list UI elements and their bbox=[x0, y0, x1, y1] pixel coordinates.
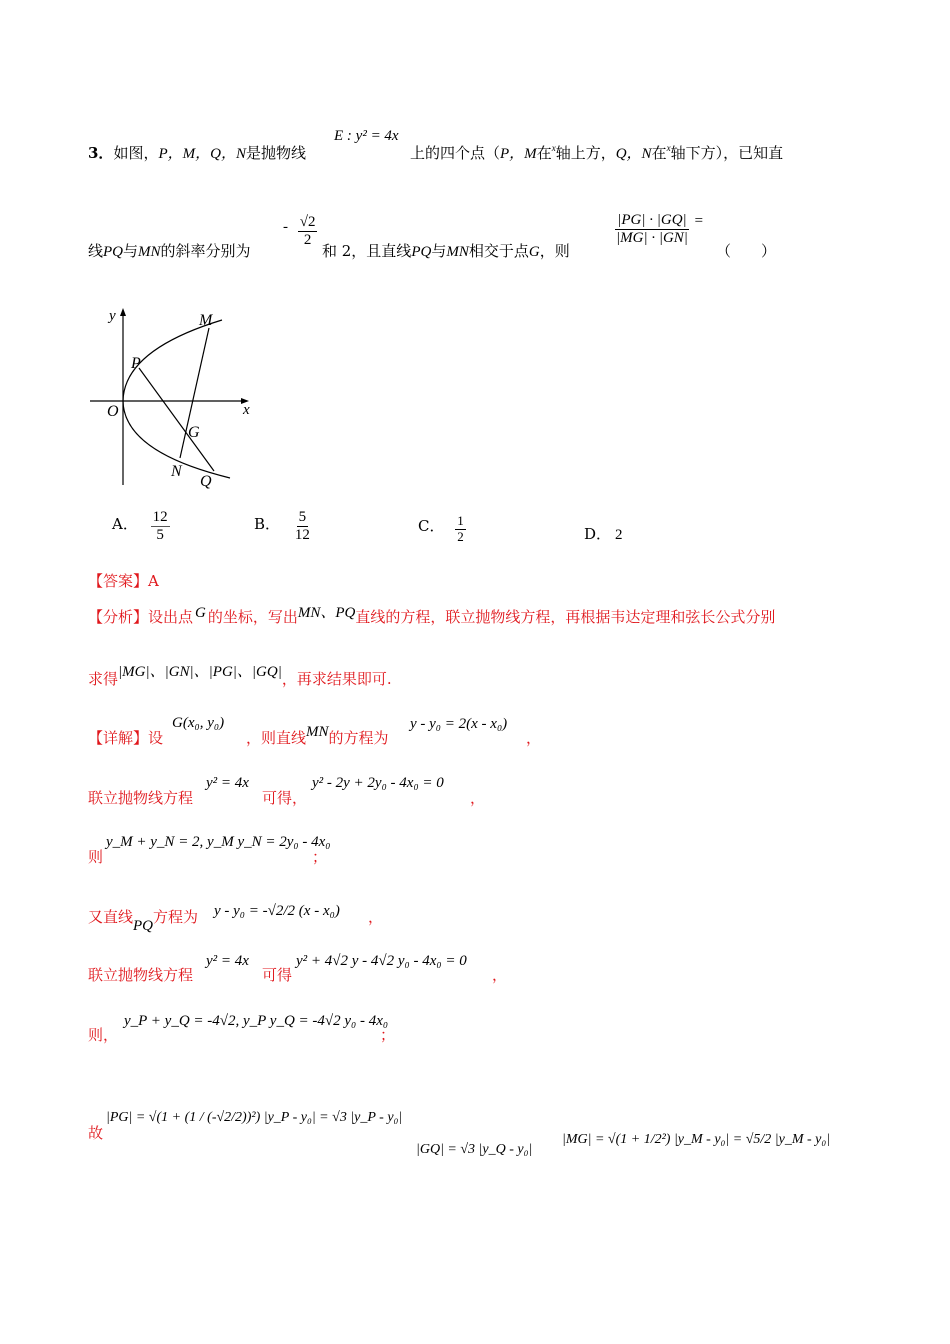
detail-semicolon-2: ； bbox=[380, 1026, 396, 1044]
option-d: D． 2 bbox=[584, 525, 623, 543]
detail-line-3: 则 bbox=[88, 848, 104, 866]
label-P: P bbox=[131, 355, 141, 372]
detail-eq-5: y² + 4√2 y - 4√2 y₀ - 4x₀ = 0 bbox=[296, 953, 467, 969]
detail-comma-1: ， bbox=[526, 729, 542, 747]
y-axis-arrow bbox=[120, 308, 126, 316]
answer-line: 【答案】A bbox=[88, 572, 159, 590]
detail-line-5b: 可得 bbox=[262, 966, 293, 984]
question-line-1: 3．如图，P，M，Q，N是抛物线 bbox=[88, 144, 306, 162]
detail-parabola-2: y² = 4x bbox=[206, 953, 249, 969]
detail-eq-7a: |PG| = √(1 + (1 / (-√2/2))²) |y_P - y₀| = √3 |y_P - y₀| bbox=[106, 1110, 403, 1125]
detail-line-5: 联立抛物线方程 bbox=[88, 966, 194, 984]
parabola-equation: E : y² = 4x bbox=[334, 128, 399, 144]
detail-comma-2: ， bbox=[470, 789, 486, 807]
question-line-2b: 和 2，且直线PQ与MN相交于点G，则 bbox=[322, 242, 570, 260]
option-c: C． $\frac{1}{2}$ bbox=[418, 513, 464, 544]
analysis-line-2: 求得|MG|、|GN|、|PG|、|GQ|，再求结果即可. bbox=[88, 664, 392, 688]
option-b: B． $\frac{5}{12}$ bbox=[254, 509, 310, 544]
answer-blank: （ ） bbox=[716, 242, 777, 260]
detail-semicolon-1: ； bbox=[312, 848, 328, 866]
detail-eq-7c: |MG| = √(1 + 1/2²) |y_M - y₀| = √5/2 |y_M - y₀| bbox=[562, 1132, 831, 1147]
line-PQ bbox=[139, 368, 214, 471]
detail-parabola-1: y² = 4x bbox=[206, 775, 249, 791]
detail-line-7: 故 bbox=[88, 1124, 104, 1142]
detail-eq-2: y² - 2y + 2y₀ - 4x₀ = 0 bbox=[312, 775, 444, 791]
label-y: y bbox=[109, 308, 116, 324]
option-a: A． $\frac{12}{5}$ bbox=[112, 509, 168, 544]
question-line-2: 线PQ与MN的斜率分别为 bbox=[88, 242, 251, 260]
label-Q: Q bbox=[200, 473, 212, 490]
detail-eq-7b: |GQ| = √3 |y_Q - y₀| bbox=[416, 1142, 533, 1157]
detail-eq-4: y - y₀ = -√2/2 (x - x₀) bbox=[214, 903, 340, 919]
detail-eq-6: y_P + y_Q = -4√2, y_P y_Q = -4√2 y₀ - 4x₀ bbox=[124, 1013, 389, 1029]
label-O: O bbox=[107, 403, 119, 420]
label-x: x bbox=[243, 402, 250, 418]
detail-line-1b: ，则直线MN的方程为 bbox=[246, 724, 389, 747]
slope-1: - $\frac{√2}{2}$ bbox=[283, 214, 316, 249]
label-G: G bbox=[188, 424, 200, 441]
analysis-line-1: 【分析】设出点 G 的坐标，写出MN、PQ直线的方程，联立抛物线方程，再根据韦达定理和弦长公式分别 bbox=[88, 605, 776, 626]
question-number: 3． bbox=[88, 144, 114, 162]
parabola-figure bbox=[85, 300, 285, 500]
detail-line-6: 则， bbox=[88, 1026, 119, 1044]
detail-line-2b: 可得， bbox=[262, 789, 308, 807]
detail-G-coord: G(x₀, y₀) bbox=[172, 715, 225, 731]
detail-comma-3: ， bbox=[368, 908, 384, 926]
detail-eq-3: y_M + y_N = 2, y_M y_N = 2y₀ - 4x₀ bbox=[106, 834, 331, 850]
detail-line-2: 联立抛物线方程 bbox=[88, 789, 194, 807]
parabola-curve bbox=[123, 320, 230, 478]
detail-line-1: 【详解】设 bbox=[88, 729, 164, 747]
label-N: N bbox=[171, 463, 182, 480]
detail-comma-4: ， bbox=[492, 966, 508, 984]
detail-line-4: 又直线PQ方程为 bbox=[88, 908, 199, 934]
question-line-1b: 上的四个点（P，M在$^x$轴上方，Q，N在$^x$轴下方），已知直 bbox=[410, 143, 784, 162]
ratio-expression: $\frac{|PG| \cdot |GQ|}{|MG| \cdot |GN|}$ = bbox=[616, 212, 704, 247]
label-M: M bbox=[199, 312, 213, 329]
detail-eq-MN: y - y₀ = 2(x - x₀) bbox=[410, 716, 508, 732]
